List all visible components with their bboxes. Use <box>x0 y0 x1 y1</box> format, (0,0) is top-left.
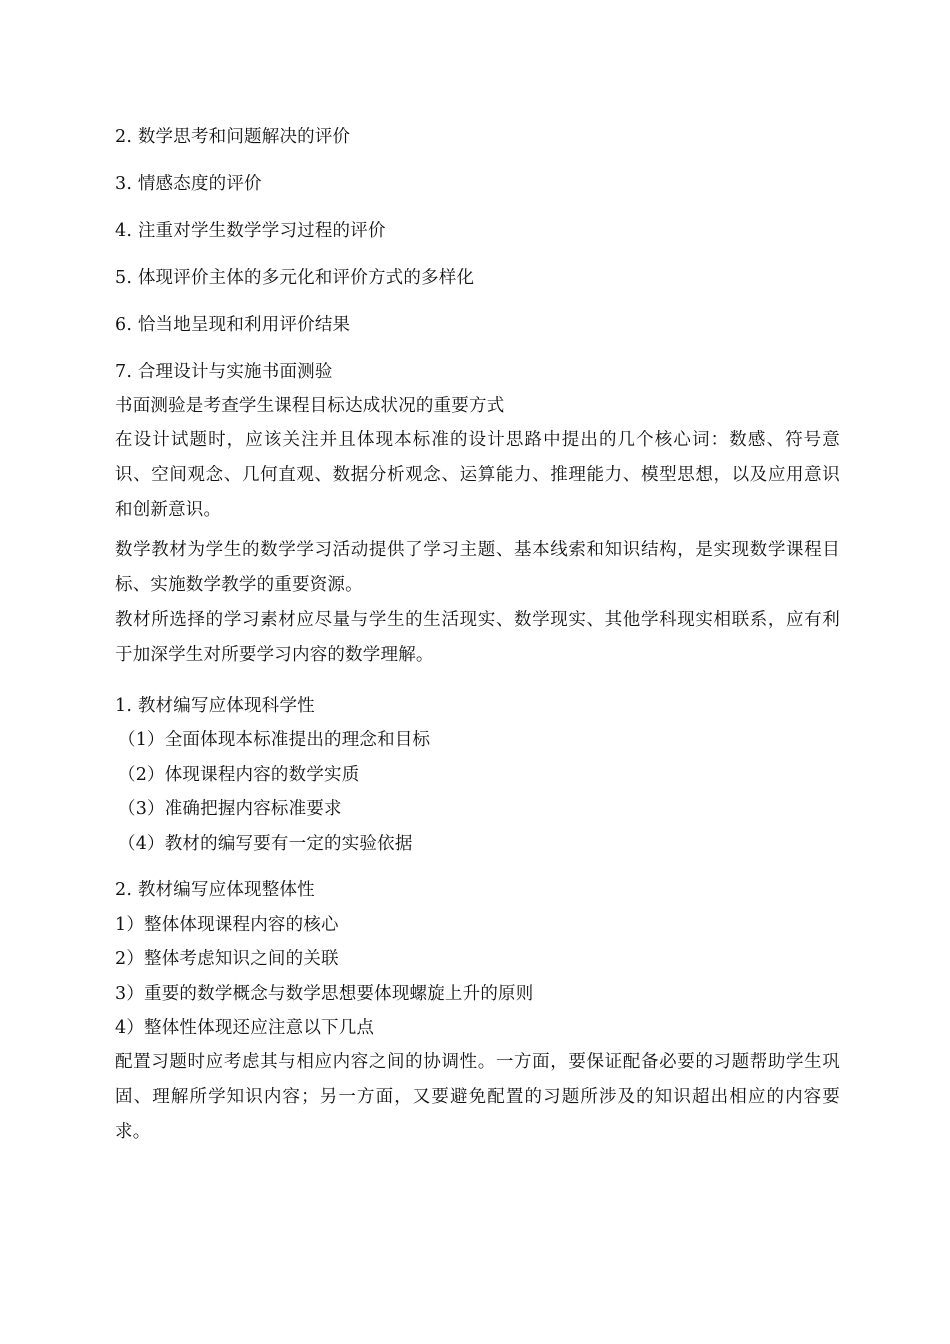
heading-item-4: 4. 注重对学生数学学习过程的评价 <box>115 221 386 241</box>
paragraph-learning-materials: 教材所选择的学习素材应尽量与学生的生活现实、数学现实、其他学科现实相联系，应有利于加深学生对所要学习内容的数学理解。 <box>115 610 840 665</box>
heading-item-3: 3. 情感态度的评价 <box>115 174 262 194</box>
heading-item-5: 5. 体现评价主体的多元化和评价方式的多样化 <box>115 268 475 288</box>
section1-item-3: （3）准确把握内容标准要求 <box>118 799 342 819</box>
paragraph-core-words: 在设计试题时，应该关注并且体现本标准的设计思路中提出的几个核心词：数感、符号意识、空间观念、几何直观、数据分析观念、运算能力、推理能力、模型思想，以及应用意识和创新意识。 <box>115 430 840 520</box>
heading-item-7: 7. 合理设计与实施书面测验 <box>115 362 333 382</box>
heading-item-6: 6. 恰当地呈现和利用评价结果 <box>115 315 351 335</box>
paragraph-exercises: 配置习题时应考虑其与相应内容之间的协调性。一方面，要保证配备必要的习题帮助学生巩固、理解所学知识内容；另一方面，又要避免配置的习题所涉及的知识超出相应的内容要求。 <box>115 1052 840 1142</box>
section1-item-2: （2）体现课程内容的数学实质 <box>118 765 360 785</box>
section2-item-3: 3）重要的数学概念与数学思想要体现螺旋上升的原则 <box>115 984 534 1004</box>
section2-item-1: 1）整体体现课程内容的核心 <box>115 915 339 935</box>
section2-item-4: 4）整体性体现还应注意以下几点 <box>115 1018 375 1038</box>
section2-item-2: 2）整体考虑知识之间的关联 <box>115 949 339 969</box>
section1-title: 1. 教材编写应体现科学性 <box>115 696 315 716</box>
paragraph-textbook-role: 数学教材为学生的数学学习活动提供了学习主题、基本线索和知识结构，是实现数学课程目标、实施数学教学的重要资源。 <box>115 540 840 595</box>
section1-item-4: （4）教材的编写要有一定的实验依据 <box>118 834 413 854</box>
body-line: 书面测验是考查学生课程目标达成状况的重要方式 <box>115 396 505 416</box>
heading-item-2: 2. 数学思考和问题解决的评价 <box>115 127 351 147</box>
section1-item-1: （1）全面体现本标准提出的理念和目标 <box>118 730 431 750</box>
section2-title: 2. 教材编写应体现整体性 <box>115 880 315 900</box>
